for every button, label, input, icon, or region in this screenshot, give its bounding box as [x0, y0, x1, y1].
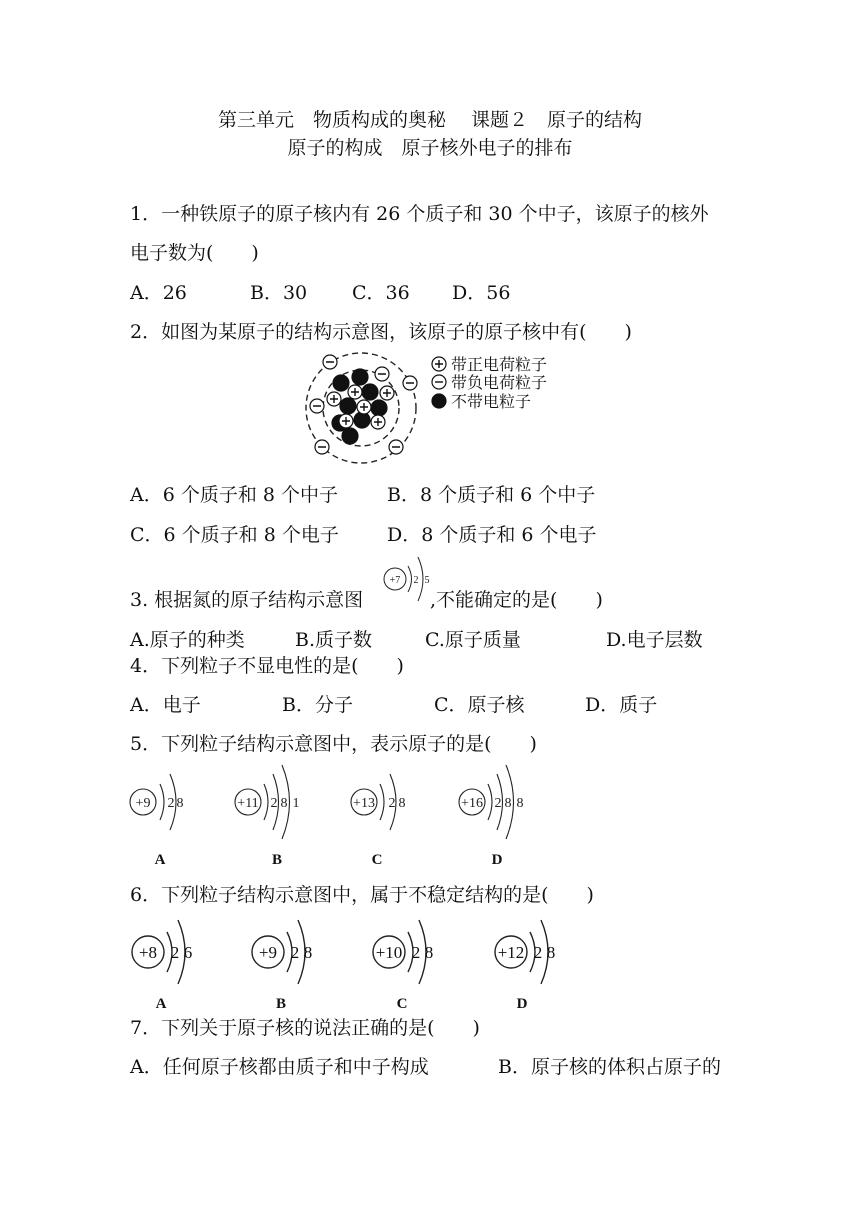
q6-d-shell-1: 2: [533, 943, 543, 962]
q5-d-shell-3: 8: [516, 796, 524, 811]
q5-label-a: A: [154, 852, 166, 868]
q1-stem-line1: 1．一种铁原子的原子核内有 26 个质子和 30 个中子，该原子的核外: [130, 203, 709, 225]
q6-c-shell-2: 8: [424, 943, 434, 962]
q6-diagrams: [120, 910, 570, 1012]
q5-b-shell-2: 8: [280, 796, 288, 811]
q3-option-b: B.质子数: [295, 629, 373, 651]
q3-nitrogen-diagram: [380, 552, 432, 604]
q6-label-d: D: [516, 996, 528, 1012]
q3-shell-1: 2: [413, 575, 419, 586]
q5-a-shell-2: 8: [176, 796, 184, 811]
q4-option-c: C．原子核: [434, 694, 525, 716]
q6-a-shell-1: 2: [170, 943, 180, 962]
q3-shell-2: 5: [424, 575, 430, 586]
q1-option-c: C．36: [352, 282, 410, 304]
q5-d-shell-1: 2: [494, 796, 502, 811]
q7-stem: 7．下列关于原子核的说法正确的是( ): [130, 1017, 480, 1039]
q5-label-d: D: [491, 852, 503, 868]
q2-option-a: A．6 个质子和 8 个中子: [130, 484, 339, 506]
q2-stem: 2．如图为某原子的结构示意图，该原子的原子核中有( ): [130, 321, 632, 343]
q5-d-nucleus: +16: [461, 796, 483, 811]
q3-stem-pre: 3. 根据氮的原子结构示意图: [130, 589, 364, 611]
q6-stem: 6．下列粒子结构示意图中，属于不稳定结构的是( ): [130, 884, 594, 906]
q3-option-a: A.原子的种类: [130, 629, 245, 651]
q5-diagrams: [120, 760, 550, 872]
q7-option-a: A．任何原子核都由质子和中子构成: [130, 1056, 429, 1078]
q4-option-d: D．质子: [585, 694, 658, 716]
q1-option-b: B．30: [250, 282, 308, 304]
q5-b-shell-3: 1: [292, 796, 300, 811]
q1-option-d: D．56: [452, 282, 511, 304]
q5-a-shell-1: 2: [167, 796, 175, 811]
q6-label-a: A: [155, 996, 167, 1012]
q2-option-b: B．8 个质子和 6 个中子: [387, 484, 596, 506]
q5-label-b: B: [271, 852, 283, 868]
q1-stem-line2: 电子数为( ): [130, 242, 259, 264]
q5-b-shell-1: 2: [270, 796, 278, 811]
q3-option-d: D.电子层数: [606, 629, 703, 651]
q2-legend-negative: 带负电荷粒子: [451, 375, 548, 392]
q2-legend-positive: 带正电荷粒子: [451, 357, 548, 374]
q3-stem-post: ,不能确定的是( ): [430, 589, 603, 611]
q4-option-b: B．分子: [282, 694, 353, 716]
q1-option-a: A．26: [130, 282, 187, 304]
q5-label-c: C: [371, 852, 383, 868]
q3-option-c: C.原子质量: [425, 629, 521, 651]
q5-b-nucleus: +11: [237, 796, 259, 811]
q3-nucleus-label: +7: [389, 575, 401, 586]
q6-b-shell-2: 8: [303, 943, 313, 962]
q4-option-a: A．电子: [130, 694, 201, 716]
q5-c-nucleus: +13: [353, 796, 375, 811]
q5-c-shell-1: 2: [388, 796, 396, 811]
q5-stem: 5．下列粒子结构示意图中，表示原子的是( ): [130, 733, 537, 755]
q6-label-c: C: [396, 996, 408, 1012]
q6-a-shell-2: 6: [183, 943, 193, 962]
q5-d-shell-2: 8: [504, 796, 512, 811]
q4-stem: 4．下列粒子不显电性的是( ): [130, 655, 404, 677]
q6-label-b: B: [275, 996, 287, 1012]
q6-d-shell-2: 8: [546, 943, 556, 962]
q5-a-nucleus: +9: [135, 796, 151, 811]
q2-option-c: C．6 个质子和 8 个电子: [130, 524, 339, 546]
lesson-subtitle: 原子的构成 原子核外电子的排布: [287, 137, 573, 159]
unit-title: 第三单元 物质构成的奥秘 课题２ 原子的结构: [217, 109, 643, 131]
q2-atom-diagram: [300, 350, 570, 468]
q6-b-nucleus: +9: [258, 943, 278, 962]
q6-c-nucleus: +10: [375, 943, 403, 962]
q2-option-d: D．8 个质子和 6 个电子: [387, 524, 597, 546]
q6-d-nucleus: +12: [497, 943, 525, 962]
q6-a-nucleus: +8: [138, 943, 158, 962]
q6-c-shell-1: 2: [411, 943, 421, 962]
q2-legend-neutral: 不带电粒子: [451, 394, 532, 411]
q6-b-shell-1: 2: [290, 943, 300, 962]
q7-option-b: B．原子核的体积占原子的: [498, 1056, 721, 1078]
q5-c-shell-2: 8: [398, 796, 406, 811]
